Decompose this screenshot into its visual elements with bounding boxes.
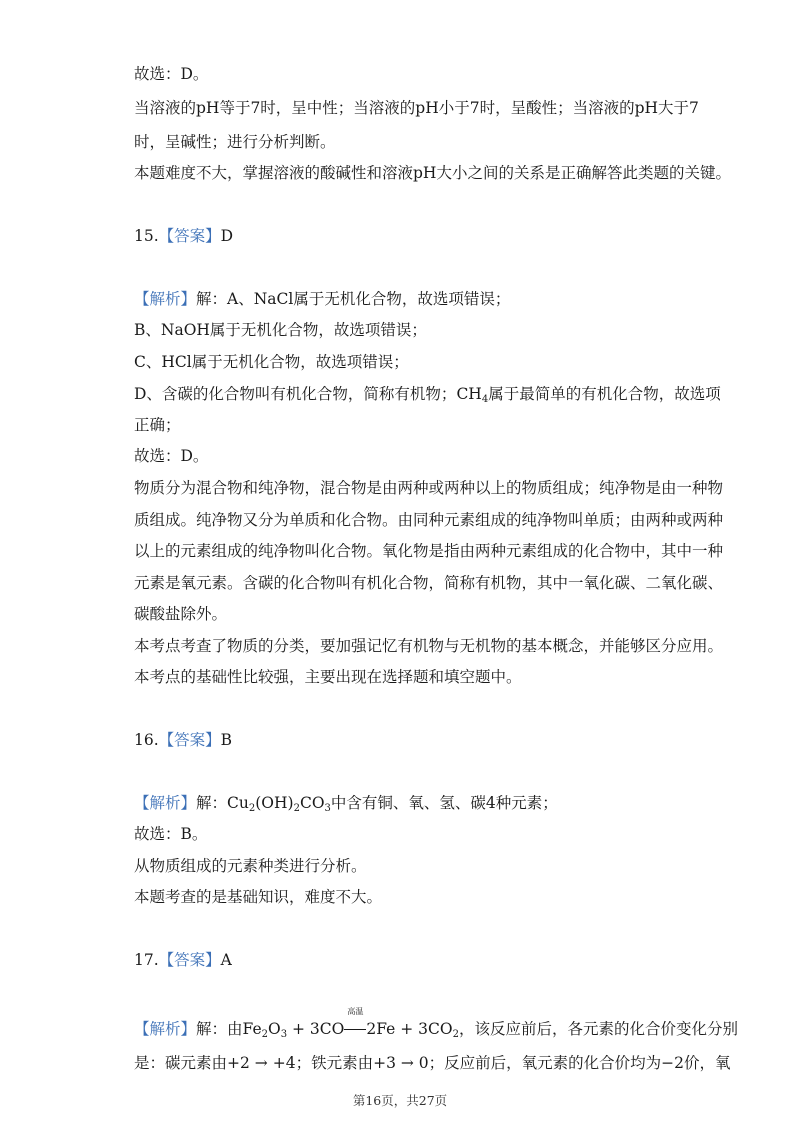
answer-tag: 【答案】 — [158, 227, 221, 245]
text-line: 正确； — [134, 416, 181, 434]
question-number: 16. — [134, 731, 159, 749]
formula-text: Fe — [242, 1020, 262, 1038]
answer-value: A — [220, 951, 232, 969]
text-line: B、NaOH属于无机化合物，故选项错误； — [134, 321, 427, 339]
answer-17 — [134, 950, 232, 970]
text-span: ；铁元素由 — [295, 1054, 374, 1072]
text-line: C、HCl属于无机化合物，故选项错误； — [134, 353, 409, 371]
answer-16 — [134, 730, 232, 750]
subscript: 2 — [261, 1029, 268, 1040]
question-number: 15. — [134, 227, 159, 245]
formula-text: O — [268, 1020, 281, 1038]
text-line: 元素是氧元素。含碳的化合物叫有机化合物，简称有机物，其中一氧化碳、二氧化碳、 — [134, 574, 724, 592]
subscript: 3 — [280, 1029, 288, 1040]
text-line: 质组成。纯净物又分为单质和化合物。由同种元素组成的纯净物叫单质；由两种或两种 — [134, 511, 724, 529]
text-span: 是：碳元素由 — [134, 1054, 228, 1072]
subscript: 2 — [293, 803, 300, 814]
answer-value: D — [220, 227, 234, 245]
formula-text: 2Fe + 3CO — [366, 1020, 453, 1038]
text-line — [134, 384, 721, 410]
text-span: 价，氧 — [684, 1054, 731, 1072]
text-line: 碳酸盐除外。 — [134, 605, 228, 623]
text-span: D、含碳的化合物叫有机化合物，简称有机物； — [134, 385, 457, 403]
text-line: 故选：B。 — [134, 825, 208, 843]
text-line: 物质分为混合物和纯净物，混合物是由两种或两种以上的物质组成；纯净物是由一种物 — [134, 479, 724, 497]
answer-tag: 【答案】 — [158, 731, 221, 749]
subscript: 2 — [248, 803, 256, 814]
valence-value: −2 — [661, 1054, 685, 1072]
analysis-tag: 【解析】 — [134, 290, 197, 308]
formula-text: + 3CO — [287, 1020, 345, 1038]
answer-tag: 【答案】 — [158, 951, 221, 969]
answer-15 — [134, 226, 233, 246]
analysis-line — [134, 289, 510, 309]
text-span: ；反应前后，氧元素的化合价均为 — [428, 1054, 662, 1072]
text-span: 中含有铜、氧、氢、碳4种元素； — [330, 794, 558, 812]
text-span: ，该反应前后，各元素的化合价变化分别 — [458, 1020, 738, 1038]
analysis-tag: 【解析】 — [134, 794, 197, 812]
formula-ch4 — [456, 385, 488, 403]
formula-text: CO — [299, 794, 325, 812]
condition-label: 高温 — [347, 1007, 364, 1016]
text-line: 当溶液的pH等于7时，呈中性；当溶液的pH小于7时，呈酸性；当溶液的pH大于7 — [134, 99, 699, 117]
text-span: 属于最简单的有机化合物，故选项 — [488, 385, 721, 403]
valence-change: +3 → 0 — [373, 1054, 429, 1072]
text-line: 以上的元素组成的纯净物叫化合物。氧化物是指由两种元素组成的化合物中，其中一种 — [134, 542, 724, 560]
analysis-line — [134, 1007, 738, 1045]
subscript: 2 — [452, 1029, 459, 1040]
reaction-arrow — [344, 1029, 366, 1030]
subscript: 3 — [324, 803, 331, 814]
text-span: 解： — [196, 794, 228, 812]
text-span: 解：由 — [196, 1020, 243, 1038]
text-line: 本考点的基础性比较强，主要出现在选择题和填空题中。 — [134, 668, 522, 686]
analysis-tag: 【解析】 — [134, 1020, 197, 1038]
question-number: 17. — [134, 951, 159, 969]
text-line: 从物质组成的元素种类进行分析。 — [134, 857, 367, 875]
formula-text: CH — [456, 385, 482, 403]
valence-change: +2 → +4 — [227, 1054, 296, 1072]
text-line — [134, 1053, 731, 1073]
text-line: 时，呈碱性；进行分析判断。 — [134, 133, 336, 151]
text-line: 本考点考查了物质的分类，要加强记忆有机物与无机物的基本概念，并能够区分应用。 — [134, 637, 724, 655]
text-line: 故选：D。 — [134, 447, 209, 465]
formula-cu2oh2co3 — [227, 794, 331, 812]
formula-text: (OH) — [255, 794, 294, 812]
formula-text: Cu — [227, 794, 249, 812]
subscript: 4 — [481, 394, 489, 405]
text-span: 解：A、NaCl属于无机化合物，故选项错误； — [196, 290, 511, 308]
reaction-condition — [344, 1007, 366, 1039]
reaction-equation — [242, 1007, 459, 1040]
analysis-line — [134, 793, 558, 819]
text-line: 本题考查的是基础知识，难度不大。 — [134, 888, 383, 906]
text-line: 故选：D。 — [134, 65, 209, 83]
page-footer: 第16页，共27页 — [352, 1093, 448, 1108]
answer-value: B — [220, 731, 233, 749]
text-line: 本题难度不大，掌握溶液的酸碱性和溶液pH大小之间的关系是正确解答此类题的关键。 — [134, 164, 731, 182]
